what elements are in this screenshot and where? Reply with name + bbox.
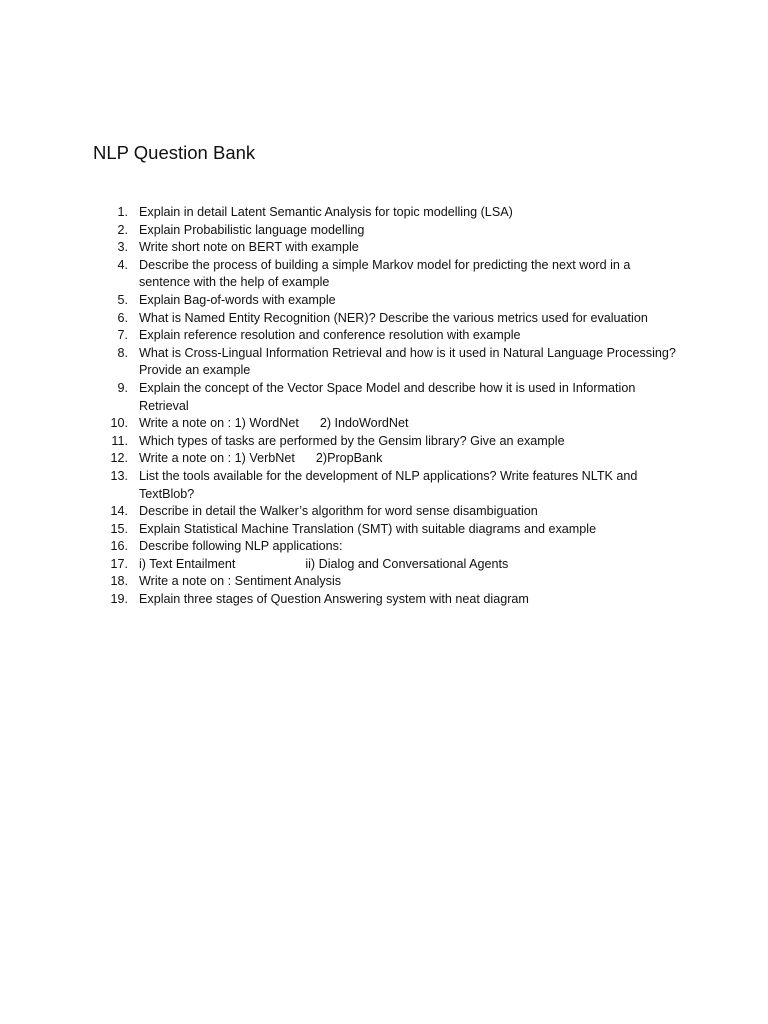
question-text: What is Cross-Lingual Information Retrieval and how is it used in Natural Language Processing? Provide an example (139, 345, 680, 378)
question-item (0, 380, 679, 415)
question-item (0, 239, 679, 257)
question-text: Explain Bag-of-words with example (139, 292, 336, 307)
question-text: Explain the concept of the Vector Space Model and describe how it is used in Information Retrieval (139, 380, 639, 413)
question-text: Write a note on : 1) WordNet 2) IndoWordNet (139, 416, 409, 431)
question-number: 2. (117, 222, 128, 237)
question-item (0, 345, 679, 380)
question-number: 4. (117, 257, 128, 272)
question-text: Explain in detail Latent Semantic Analysis for topic modelling (LSA) (139, 205, 513, 219)
question-text: Write short note on BERT with example (139, 240, 359, 255)
question-text: Which types of tasks are performed by the Gensim library? Give an example (139, 433, 565, 448)
question-item (0, 450, 679, 468)
question-number: 14. (110, 504, 128, 519)
question-item (0, 257, 679, 292)
question-number: 8. (117, 345, 128, 360)
question-item (0, 591, 679, 609)
question-text: i) Text Entailment ii) Dialog and Conversational Agents (139, 556, 509, 571)
question-item (0, 310, 679, 328)
question-item (0, 538, 679, 556)
question-number: 1. (117, 205, 128, 219)
question-text: Write a note on : Sentiment Analysis (139, 574, 342, 589)
question-item (0, 415, 679, 433)
question-text: Describe the process of building a simple Markov model for predicting the next word in a sentence with the help of example (139, 257, 634, 290)
question-item (0, 327, 679, 345)
question-number: 9. (117, 380, 128, 395)
question-text: List the tools available for the development of NLP applications? Write features NLTK and TextBlob? (139, 468, 641, 501)
question-text: Explain three stages of Question Answering system with neat diagram (139, 592, 529, 607)
question-text: Describe in detail the Walker’s algorithm for word sense disambiguation (139, 504, 538, 519)
question-item (0, 521, 679, 539)
question-number: 19. (110, 592, 128, 607)
question-item (0, 204, 679, 222)
question-item (0, 573, 679, 591)
question-item (0, 468, 679, 503)
question-number: 17. (110, 556, 128, 571)
question-text: Explain Probabilistic language modelling (139, 222, 365, 237)
question-number: 10. (110, 416, 128, 431)
question-number: 5. (117, 292, 128, 307)
question-number: 18. (110, 574, 128, 589)
question-number: 16. (110, 539, 128, 554)
question-text: Write a note on : 1) VerbNet 2)PropBank (139, 451, 383, 466)
question-number: 7. (117, 328, 128, 343)
question-text: What is Named Entity Recognition (NER)? Describe the various metrics used for evaluation (139, 310, 648, 325)
question-text: Explain Statistical Machine Translation (SMT) with suitable diagrams and example (139, 521, 597, 536)
question-number: 11. (111, 433, 128, 448)
question-number: 15. (110, 521, 128, 536)
question-number: 13. (110, 468, 128, 483)
question-text: Describe following NLP applications: (139, 539, 343, 554)
question-item (0, 556, 679, 574)
question-item (0, 433, 679, 451)
question-item (0, 503, 679, 521)
question-number: 6. (117, 310, 128, 325)
page-title: NLP Question Bank (93, 142, 256, 163)
question-number: 12. (110, 451, 128, 466)
question-list (0, 204, 768, 609)
question-item (0, 222, 679, 240)
question-item (0, 292, 679, 310)
question-number: 3. (117, 240, 128, 255)
question-text: Explain reference resolution and conference resolution with example (139, 328, 521, 343)
